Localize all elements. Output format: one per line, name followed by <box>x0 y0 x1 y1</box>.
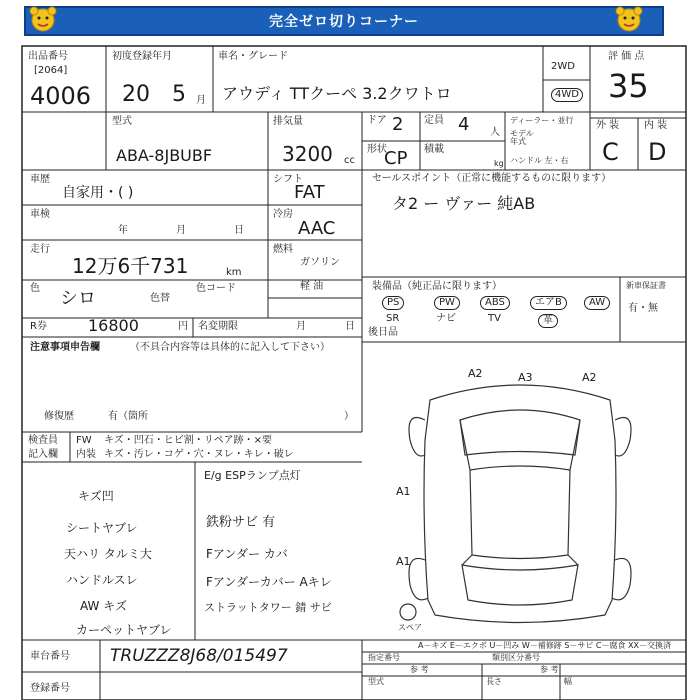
fuel-gasoline: ガソリン <box>300 257 340 268</box>
capacity-unit: 人 <box>490 127 500 138</box>
load-label: 積載 <box>424 144 444 155</box>
equipment-abs: ABS <box>480 296 510 310</box>
score-value: 35 <box>608 67 649 105</box>
doors-label: ドア <box>367 115 387 126</box>
chassis-number-label: 車台番号 <box>30 651 70 662</box>
warranty-value: 有・無 <box>628 303 658 314</box>
drive-4wd: 4WD <box>551 88 583 102</box>
car-name-label: 車名・グレード <box>218 51 288 62</box>
fw-label: FW <box>76 435 92 446</box>
reference-label: 参 考 <box>410 665 429 674</box>
damage-mark-front-left: A2 <box>468 367 483 380</box>
model-value: ABA-8JBUBF <box>116 146 213 165</box>
warranty-label: 新車保証書 <box>626 281 666 290</box>
inspector-note: E/g ESPランプ点灯 <box>204 469 301 482</box>
spare-tire-label: スペア <box>398 623 422 632</box>
recycle-value: 16800 <box>88 316 139 335</box>
notes-label: 注意事項申告欄 <box>30 342 100 353</box>
reference-label-2: 参 考 <box>540 665 559 674</box>
designated-number-label: 指定番号 <box>368 653 400 662</box>
color-code-label: 色コード <box>196 283 236 294</box>
first-registration-month: 5 <box>172 82 186 107</box>
equipment-leather: 革 <box>538 314 558 328</box>
repair-history-close: ） <box>344 411 354 422</box>
doors-value: 2 <box>392 114 404 135</box>
category-number-label: 類別区分番号 <box>492 653 540 662</box>
first-registration-year: 20 <box>122 82 150 107</box>
damage-mark-left-side: A1 <box>396 485 411 498</box>
inspector-note: Fアンダーカバー Aキレ <box>206 575 332 589</box>
capacity-value: 4 <box>458 114 470 135</box>
fuel-label: 燃料 <box>273 244 293 255</box>
displacement-label: 排気量 <box>273 116 303 127</box>
lot-code: [2064] <box>34 65 68 76</box>
mileage-label: 走行 <box>30 244 50 255</box>
shape-value: CP <box>384 148 408 169</box>
damage-mark-front-right: A2 <box>582 371 597 384</box>
equipment-label: 装備品（純正品に限ります） <box>372 281 502 292</box>
equipment-ps: PS <box>382 296 404 310</box>
recycle-unit: 円 <box>178 321 188 332</box>
shift-value: FAT <box>294 182 325 203</box>
notes-sublabel: （不具合内容等は具体的に記入して下さい） <box>130 342 330 353</box>
type-label: 型式 <box>368 677 384 686</box>
load-unit: kg <box>494 159 504 168</box>
lot-number: 4006 <box>30 82 92 110</box>
width-label: 幅 <box>564 677 572 686</box>
color-change-label: 色替 <box>150 293 170 304</box>
inspector-note: ストラットタワー 錆 サビ <box>204 601 332 614</box>
inspector-note: Fアンダー カバ <box>206 547 288 561</box>
inspector-note: 鉄粉サビ 有 <box>206 515 276 530</box>
chassis-number-value: TRUZZZ8J68/015497 <box>110 646 288 666</box>
fuel-diesel: 軽 油 <box>300 281 324 292</box>
inspector-note: シートヤブレ <box>66 521 138 535</box>
exterior-grade: C <box>602 138 619 166</box>
length-label: 長さ <box>486 677 502 686</box>
inspector-note: ハンドルスレ <box>66 573 138 587</box>
color-label: 色 <box>30 283 40 294</box>
back-items-label: 後日品 <box>368 327 398 338</box>
inspector-label-2: 記入欄 <box>28 449 58 460</box>
equipment-tv: TV <box>488 313 501 324</box>
cooling-label: 冷房 <box>273 209 293 220</box>
interior-label: 内 装 <box>644 120 668 131</box>
inspector-note: 天ハリ タルミ大 <box>64 547 152 561</box>
displacement-unit: cc <box>344 155 355 166</box>
inspector-label-1: 検査員 <box>28 435 58 446</box>
drive-2wd: 2WD <box>551 61 575 72</box>
title-period-label: 名変期限 <box>198 321 238 332</box>
banner-title: 完全ゼロ切りコーナー <box>24 6 664 36</box>
repair-history-label: 修復歴 <box>44 411 74 422</box>
inspection-day: 日 <box>234 225 244 236</box>
car-name-value: アウディ TTクーペ 3.2クワトロ <box>222 84 452 103</box>
sales-point-label: セールスポイント（正常に機能するものに限ります） <box>372 173 612 184</box>
equipment-pw: PW <box>434 296 460 310</box>
damage-mark-left-rear: A1 <box>396 555 411 568</box>
shape-label: 形状 <box>367 144 387 155</box>
first-registration-month-unit: 月 <box>196 95 206 106</box>
model-year-label: モデル 年式 <box>510 129 534 146</box>
interior-check-label: 内装 <box>76 449 96 460</box>
score-label: 評 価 点 <box>608 51 645 62</box>
inspection-label: 車検 <box>30 209 50 220</box>
mileage-value: 12万6千731 <box>72 254 189 278</box>
sales-point-text: タ2 ー ヴァー 純AB <box>392 194 536 213</box>
inspector-note: キズ凹 <box>78 489 114 503</box>
equipment-sr: SR <box>386 313 400 324</box>
equipment-airbag: エアB <box>530 296 567 310</box>
cooling-value: AAC <box>298 218 336 239</box>
interior-check-items: キズ・汚レ・コゲ・穴・ヌレ・キレ・破レ <box>104 449 294 460</box>
first-registration-label: 初度登録年月 <box>112 51 172 62</box>
equipment-aw: AW <box>584 296 610 310</box>
fw-items: キズ・凹石・ヒビ割・リペア跡・×要 <box>104 435 272 446</box>
title-day: 日 <box>345 321 355 332</box>
color-value: シロ <box>60 288 96 309</box>
repair-history-value: 有（箇所 <box>108 411 148 422</box>
exterior-label: 外 装 <box>596 120 620 131</box>
shift-label: シフト <box>273 174 303 185</box>
lot-number-label: 出品番号 <box>28 51 68 62</box>
model-label: 型式 <box>112 116 132 127</box>
dealer-label: ディーラー・並行 <box>510 116 574 125</box>
capacity-label: 定員 <box>424 115 444 126</box>
equipment-navi: ナビ <box>436 313 456 324</box>
displacement-value: 3200 <box>282 142 333 166</box>
inspection-year: 年 <box>118 225 128 236</box>
damage-mark-front-center: A3 <box>518 371 533 384</box>
vehicle-history-value: 自家用・( ) <box>62 185 134 201</box>
inspector-note: カーペットヤブレ <box>76 623 172 637</box>
vehicle-history-label: 車歴 <box>30 174 50 185</box>
inspector-note: AW キズ <box>80 599 127 613</box>
recycle-label: R券 <box>30 321 47 332</box>
interior-grade: D <box>648 138 667 166</box>
mileage-unit: km <box>226 267 242 278</box>
inspection-month: 月 <box>176 225 186 236</box>
legend-text: A－キズ E－エクボ U－凹み W－補修跡 S－サビ C－腐食 XX－交換済 <box>418 641 672 650</box>
title-month: 月 <box>296 321 306 332</box>
handle-label: ハンドル 左・右 <box>510 156 569 165</box>
registration-number-label: 登録番号 <box>30 683 70 694</box>
